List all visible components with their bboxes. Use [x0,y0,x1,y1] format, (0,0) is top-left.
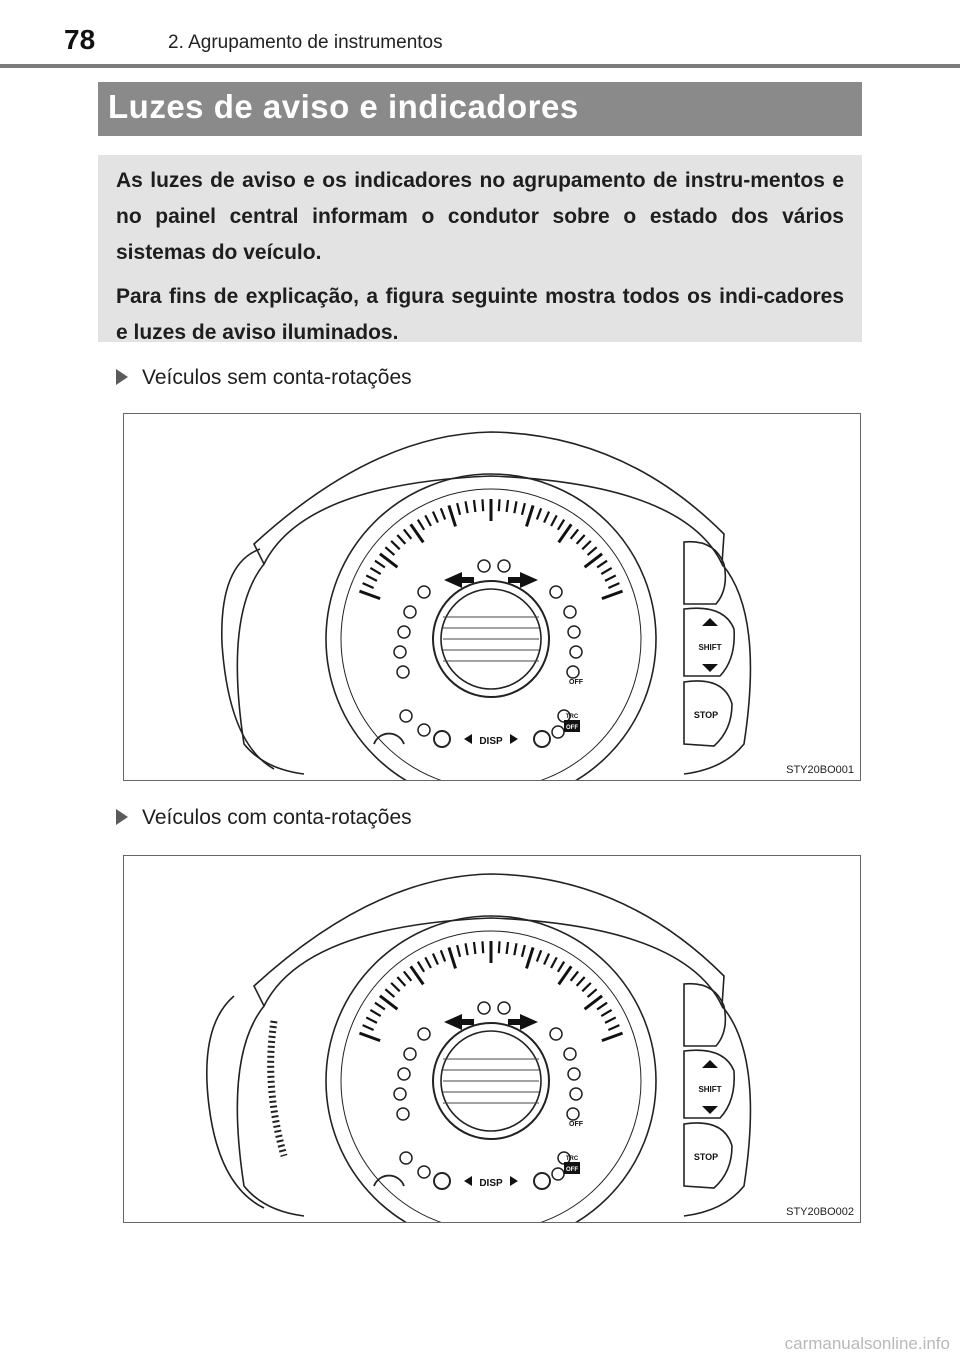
dial-tick [507,942,508,954]
figure-1-caption-text: Veículos sem conta-rotações [142,366,412,389]
trc-off-label: OFF [566,725,578,731]
dial-tick [582,983,591,991]
warning-indicator-icon [564,606,576,618]
side-panel-outline [207,996,264,1208]
dial-tick [418,962,424,972]
dial-tick [514,943,516,955]
dial-tick [404,529,411,538]
dial-tick [457,945,460,957]
trc-label: TRC [565,1156,579,1162]
header-rule [0,64,960,68]
section-title: Luzes de aviso e indicadores [108,88,579,125]
disp-right-arrow-icon [510,734,518,744]
cluster-hood-outline [254,874,724,1006]
dial-tick [608,583,619,588]
warning-indicator-icon [397,1108,409,1120]
dial-tick [605,1017,616,1022]
dial-tick [366,575,377,580]
warning-indicator-icon [418,724,430,736]
dial-tick [474,500,475,512]
dial-tick [441,950,445,961]
dial-tick [449,947,456,968]
dial-tick [577,535,585,544]
trc-label: TRC [565,714,579,720]
dial-tick [391,541,400,549]
dial-tick [375,561,385,568]
warning-indicator-icon [567,1108,579,1120]
dial-tick [359,1033,380,1041]
dial-tick [537,508,541,519]
warning-indicator-icon [404,1048,416,1060]
figure-2-caption [116,806,412,830]
instrument-cluster-drawing [124,856,860,1222]
watermark: carmanualsonline.info [784,1334,950,1353]
dial-tick [441,508,445,519]
dial-tick [363,1025,374,1030]
stop-label: STOP [693,710,719,720]
warning-indicator-icon [550,586,562,598]
figure-2-caption-text: Veículos com conta-rotações [142,806,412,829]
dial-tick [605,575,616,580]
section-title-bar [98,82,862,136]
dial-tick [363,583,374,588]
warning-indicator-icon [550,1028,562,1040]
triangle-bullet-icon [116,369,128,385]
warning-indicator-icon [418,1028,430,1040]
dial-tick [577,977,585,986]
disp-label: DISP [479,736,503,747]
warning-indicator-icon [568,626,580,638]
figure-1-caption [116,366,412,390]
left-knob-button [434,1173,450,1189]
shift-label: SHIFT [698,643,722,652]
warning-indicator-icon [498,560,510,572]
warning-indicator-icon [404,606,416,618]
warning-indicator-icon [564,1048,576,1060]
dial-tick [425,957,431,968]
dial-tick [370,568,380,574]
dial-tick [544,512,549,523]
stop-label: STOP [693,1152,719,1162]
warning-indicator-icon [394,646,406,658]
dial-tick [544,954,549,965]
instrument-cluster-drawing [124,414,860,780]
dial-tick [391,983,400,991]
dial-tick [507,500,508,512]
tachometer-bar-graph [271,1021,284,1156]
warning-indicator-icon [397,666,409,678]
dial-tick [404,971,411,980]
dial-tick [397,535,405,544]
warning-indicator-icon [398,1068,410,1080]
dial-tick [465,943,467,955]
intro-paragraph-2: Para fins de explicação, a figura seguinte mostra todos os indi-cadores e luzes de aviso iluminados. [116,285,844,344]
dial-tick [601,568,611,574]
oil-temp-pod-outline [684,984,725,1046]
dial-tick [522,945,525,957]
dial-tick [457,503,460,515]
dial-tick [588,547,597,555]
dial-tick [608,1025,619,1030]
dial-tick [499,499,500,511]
dial-tick [482,941,483,953]
dial-tick [433,954,438,965]
warning-indicator-icon [478,1002,490,1014]
warning-indicator-icon [498,1002,510,1014]
cluster-figure-2 [123,855,861,1223]
dial-tick [602,1033,623,1041]
dial-tick [449,505,456,526]
warning-indicator-icon [394,1088,406,1100]
disp-left-arrow-icon [464,734,472,744]
dial-tick [499,941,500,953]
dial-tick [465,501,467,513]
cluster-figure-1 [123,413,861,781]
warning-indicator-icon [478,560,490,572]
dial-tick [433,512,438,523]
dial-tick [397,977,405,986]
dial-tick [597,1003,607,1010]
side-panel-outline [222,549,274,769]
dial-tick [359,591,380,599]
right-knob-button [534,1173,550,1189]
triangle-bullet-icon [116,809,128,825]
page-number: 78 [64,24,96,55]
shift-label: SHIFT [698,1085,722,1094]
off-indicator-label: OFF [569,679,583,686]
dial-tick [482,499,483,511]
oil-temp-pod-outline [684,542,725,604]
dial-tick [551,515,557,526]
dial-tick [425,515,431,526]
warning-indicator-icon [570,646,582,658]
warning-indicator-icon [418,1166,430,1178]
dial-tick [582,541,591,549]
dial-tick [558,520,564,530]
dial-tick [601,1010,611,1016]
warning-indicator-icon [418,586,430,598]
dial-tick [375,1003,385,1010]
warning-indicator-icon [400,1152,412,1164]
left-knob-button [434,731,450,747]
dial-tick [385,989,394,997]
dial-tick [551,957,557,968]
figure-1-code: STY20BO001 [786,764,854,776]
figure-2-code: STY20BO002 [786,1206,854,1218]
dial-tick [366,1017,377,1022]
warning-indicator-icon [552,726,564,738]
dial-tick [597,561,607,568]
off-indicator-label: OFF [569,1121,583,1128]
disp-right-arrow-icon [510,1176,518,1186]
dial-tick [571,529,578,538]
dial-tick [537,950,541,961]
warning-indicator-icon [567,666,579,678]
dial-tick [602,591,623,599]
dial-tick [514,501,516,513]
running-header: 2. Agrupamento de instrumentos [168,32,443,53]
disp-label: DISP [479,1178,503,1189]
dial-tick [522,503,525,515]
warning-indicator-icon [552,1168,564,1180]
intro-paragraph-1: As luzes de aviso e os indicadores no agrupamento de instru-mentos e no painel central informam o condutor sobre o estado dos vários sistemas do veículo. [116,169,844,264]
dial-tick [526,505,533,526]
cluster-hood-outline [254,432,724,564]
dial-tick [571,971,578,980]
intro-box [98,155,862,342]
warning-indicator-icon [398,626,410,638]
dial-tick [370,1010,380,1016]
dial-tick [558,962,564,972]
trc-off-label: OFF [566,1167,578,1173]
dial-tick [526,947,533,968]
right-knob-button [534,731,550,747]
dial-tick [385,547,394,555]
disp-left-arrow-icon [464,1176,472,1186]
warning-indicator-icon [400,710,412,722]
warning-indicator-icon [568,1068,580,1080]
dial-tick [474,942,475,954]
dial-tick [418,520,424,530]
dial-tick [588,989,597,997]
warning-indicator-icon [570,1088,582,1100]
